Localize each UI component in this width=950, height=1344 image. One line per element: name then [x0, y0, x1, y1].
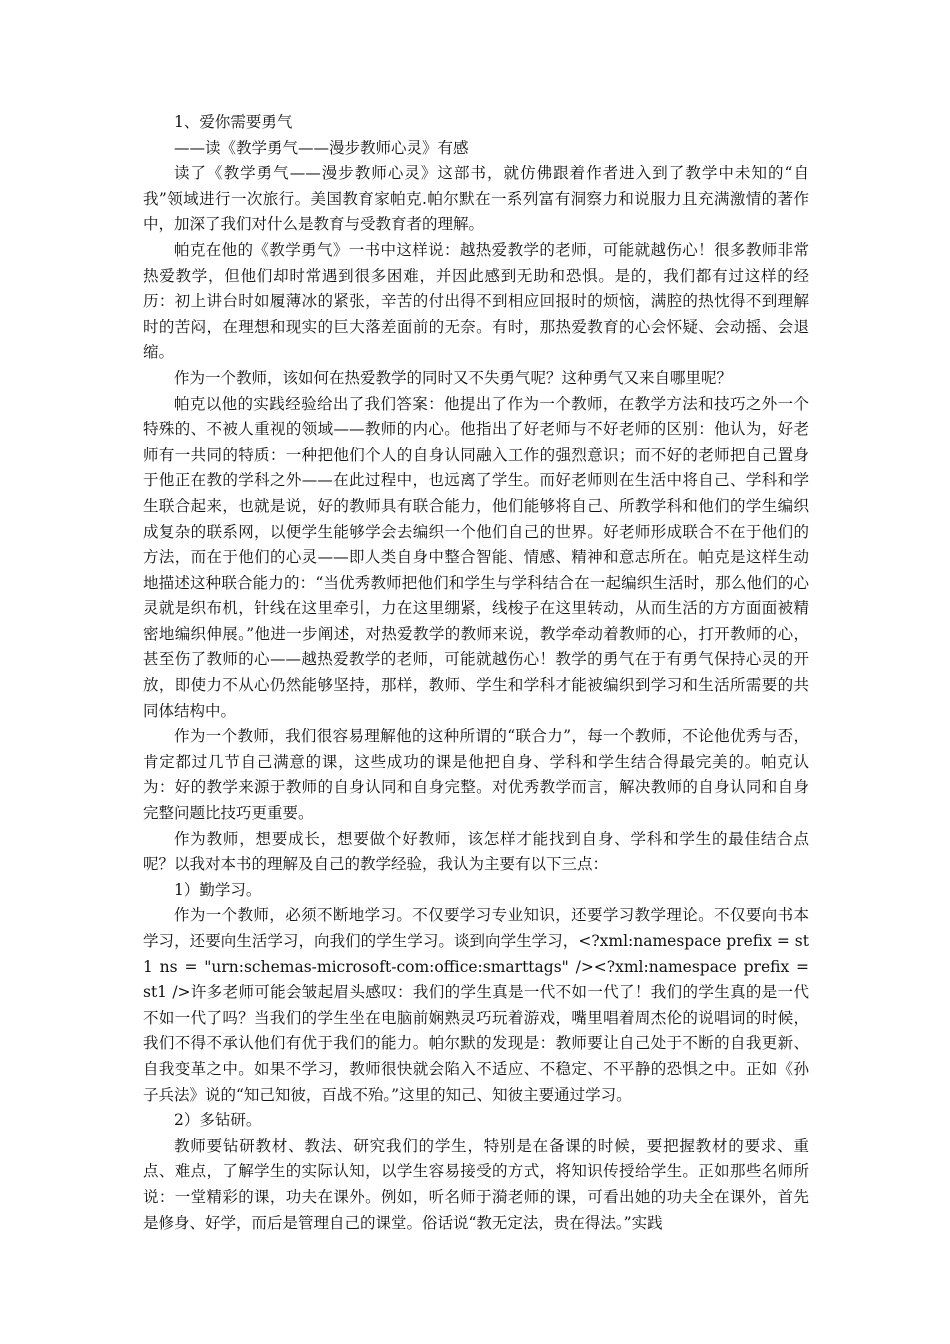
paragraph-question: 作为一个教师，该如何在热爱教学的同时又不失勇气呢？这种勇气又来自哪里呢？ — [174, 368, 733, 387]
paragraph-study: 作为一个教师，必须不断地学习。不仅要学习专业知识，还要学习教学理论。不仅要向书本学习，还要向生活学习，向我们的学生学习。谈到向学生学习，<?xml:namespace prefix = st1 ns = "urn:schemas-microsoft-com:office:smarttags" /><?xml:namespace prefix = st1 />许多老师可能会皱起眉头感叹：我们的学生真是一代不如一代了！我们的学生真的是一代不如一代了吗？当我们的学生坐在电脑前娴熟灵巧玩着游戏，嘴里唱着周杰伦的说唱词的时候，我们不得不承认他们有优于我们的能力。帕尔默的发现是：教师要让自己处于不断的自我更新、自我变革之中。如果不学习，教师很快就会陷入不适应、不稳定、不平静的恐惧之中。正如《孙子兵法》说的“知己知彼，百战不殆。”这里的知己、知彼主要通过学习。 — [143, 906, 809, 1104]
paragraph-answer: 帕克以他的实践经验给出了我们答案：他提出了作为一个教师，在教学方法和技巧之外一个特殊的、不被人重视的领域——教师的内心。他指出了好老师与不好老师的区别：他认为，好老师有一共同的特质：一种把他们个人的自身认同融入工作的强烈意识；而不好的老师把自己置身于他正在教的学科之外——在此过程中，也远离了学生。而好老师则在生活中将自己、学科和学生联合起来，也就是说，好的教师具有联合能力，他们能够将自己、所教学科和他们的学生编织成复杂的联系网，以便学生能够学会去编织一个他们自己的世界。好老师形成联合不在于他们的方法，而在于他们的心灵——即人类自身中整合智能、情感、精神和意志所在。帕克是这样生动地描述这种联合能力的：“当优秀教师把他们和学生与学科结合在一起编织生活时，那么他们的心灵就是织布机，针线在这里牵引，力在这里绷紧，线梭子在这里转动，从而生活的方方面面被精密地编织伸展。”他进一步阐述，对热爱教学的教师来说，教学牵动着教师的心，打开教师的心，甚至伤了教师的心——越热爱教学的老师，可能就越伤心！教学的勇气在于有勇气保持心灵的开放，即使力不从心仍然能够坚持，那样，教师、学生和学科才能被编织到学习和生活所需要的共同体结构中。 — [143, 394, 809, 720]
paragraph-research: 教师要钻研教材、教法、研究我们的学生，特别是在备课的时候，要把握教材的要求、重点、难点，了解学生的实际认知，以学生容易接受的方式，将知识传授给学生。正如那些名师所说：一堂精彩的课，功夫在课外。例如，听名师于漪老师的课，可看出她的功夫全在课外，首先是修身、好学，而后是管理自己的课堂。俗话说“教无定法，贵在得法。”实践 — [143, 1136, 809, 1232]
paragraph-heartbreak: 帕克在他的《教学勇气》一书中这样说：越热爱教学的老师，可能就越伤心！很多教师非常热爱教学，但他们却时常遇到很多困难，并因此感到无助和恐惧。是的，我们都有过这样的经历：初上讲台时如履薄冰的紧张，辛苦的付出得不到相应回报时的烦恼，满腔的热忱得不到理解时的苦闷，在理想和现实的巨大落差面前的无奈。有时，那热爱教育的心会怀疑、会动摇、会退缩。 — [143, 240, 809, 362]
paragraph-three-points: 作为教师，想要成长，想要做个好教师，该怎样才能找到自身、学科和学生的最佳结合点呢？以我对本书的理解及自己的教学经验，我认为主要有以下三点： — [143, 829, 809, 874]
point-heading-research: 2）多钻研。 — [174, 1111, 262, 1130]
paragraph-intro: 读了《教学勇气——漫步教师心灵》这部书，就仿佛跟着作者进入到了教学中未知的“自我”领域进行一次旅行。美国教育家帕克.帕尔默在一系列富有洞察力和说服力且充满激情的著作中，加深了我们对什么是教育与受教育者的理解。 — [143, 164, 809, 234]
document-page — [143, 110, 809, 1236]
document-title: 1、爱你需要勇气 — [174, 113, 293, 131]
document-subtitle: ——读《教学勇气——漫步教师心灵》有感 — [174, 138, 469, 157]
point-heading-study: 1）勤学习。 — [174, 880, 262, 899]
paragraph-union: 作为一个教师，我们很容易理解他的这种所谓的“联合力”，每一个教师，不论他优秀与否，肯定都过几节自己满意的课，这些成功的课是他把自身、学科和学生结合得最完美的。帕克认为：好的教学来源于教师的自身认同和自身完整。对优秀教学而言，解决教师的自身认同和自身完整问题比技巧更重要。 — [143, 727, 809, 823]
